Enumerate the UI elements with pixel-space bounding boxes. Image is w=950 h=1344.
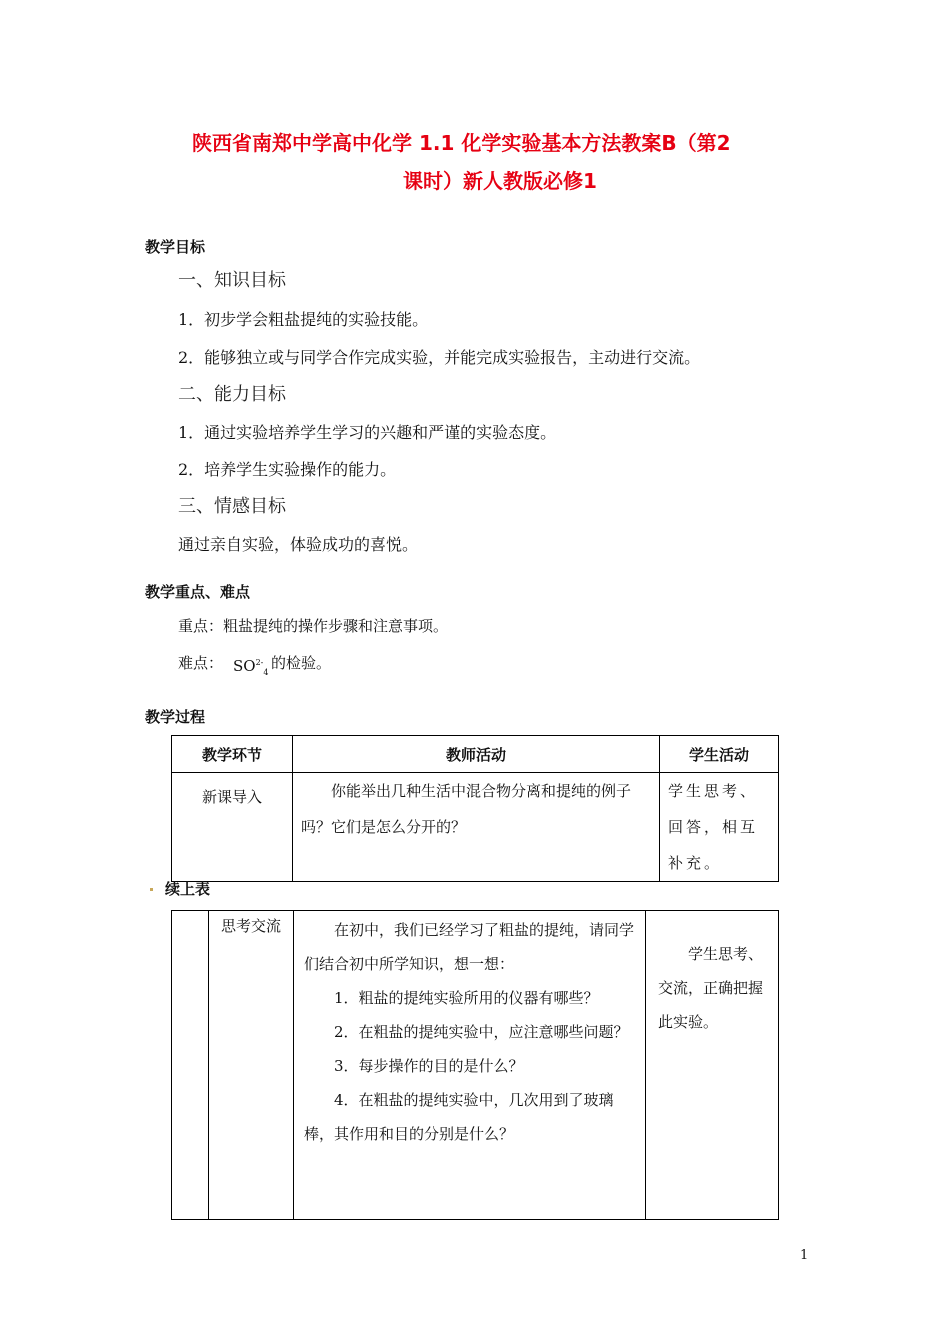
teacher-line: 4．在粗盐的提纯实验中，几次用到了玻璃棒，其作用和目的分别是什么？ xyxy=(304,1091,614,1143)
process-heading: 教学过程 xyxy=(145,708,206,726)
document-title xyxy=(150,124,850,200)
decorative-dot xyxy=(150,888,153,891)
teacher-line: 1．粗盐的提纯实验所用的仪器有哪些？ xyxy=(334,989,599,1007)
ability-item-2: 2．培养学生实验操作的能力。 xyxy=(178,460,397,479)
empty-cell xyxy=(172,911,209,1220)
difficulty-suffix: 的检验。 xyxy=(271,654,332,672)
process-table xyxy=(171,735,779,882)
ability-heading: 二、能力目标 xyxy=(178,384,286,405)
page-number: 1 xyxy=(800,1248,809,1263)
objectives-heading: 教学目标 xyxy=(145,238,206,256)
emotion-text: 通过亲自实验，体验成功的喜悦。 xyxy=(178,535,419,554)
knowledge-item-1: 1．初步学会粗盐提纯的实验技能。 xyxy=(178,310,429,329)
knowledge-heading: 一、知识目标 xyxy=(178,270,286,291)
column-header-stage: 教学环节 xyxy=(172,736,293,773)
focus-text: 重点：粗盐提纯的操作步骤和注意事项。 xyxy=(178,617,449,635)
teacher-line: 3．每步操作的目的是什么？ xyxy=(334,1057,524,1075)
difficulty-label: 难点： xyxy=(178,654,224,672)
student-cell: 学生思考、回答，相互补充。 xyxy=(660,773,779,882)
continued-table xyxy=(171,910,779,1220)
table-header-row xyxy=(172,736,779,773)
stage-cell: 新课导入 xyxy=(172,773,293,882)
knowledge-item-2: 2．能够独立或与同学合作完成实验，并能完成实验报告，主动进行交流。 xyxy=(178,348,701,367)
teacher-cell xyxy=(294,911,646,1220)
student-cell xyxy=(646,911,779,1220)
emotion-heading: 三、情感目标 xyxy=(178,496,286,517)
key-points-heading: 教学重点、难点 xyxy=(145,583,251,601)
column-header-teacher: 教师活动 xyxy=(293,736,660,773)
teacher-line: 2．在粗盐的提纯实验中，应注意哪些问题？ xyxy=(334,1023,629,1041)
student-text: 学生思考、交流，正确把握此实验。 xyxy=(658,945,764,1031)
teacher-cell: 你能举出几种生活中混合物分离和提纯的例子吗？它们是怎么分开的？ xyxy=(293,773,660,882)
title-line-2: 课时）新人教版必修1 xyxy=(403,169,597,193)
continued-heading: 续上表 xyxy=(165,880,211,898)
sulfate-formula: $SO^{2-}_4$ xyxy=(233,657,269,677)
title-line-1: 陕西省南郑中学高中化学 1.1 化学实验基本方法教案B（第2 xyxy=(192,131,731,155)
ability-item-1: 1．通过实验培养学生学习的兴趣和严谨的实验态度。 xyxy=(178,423,557,442)
teacher-line: 在初中，我们已经学习了粗盐的提纯，请同学们结合初中所学知识，想一想： xyxy=(304,921,635,973)
table-row xyxy=(172,911,779,1220)
table-row xyxy=(172,773,779,882)
column-header-student: 学生活动 xyxy=(660,736,779,773)
stage-cell: 思考交流 xyxy=(209,911,294,1220)
